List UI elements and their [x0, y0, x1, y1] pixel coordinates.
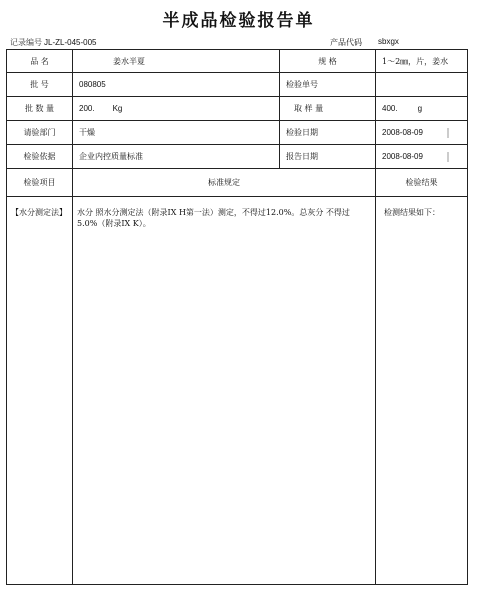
batch-no-label: 批 号 — [7, 73, 73, 96]
report-date-label: 报告日期 — [280, 145, 376, 168]
test-item: 【水分测定法】 — [7, 197, 73, 584]
report-table — [6, 49, 468, 585]
product-name-value: 姜水半夏 — [73, 50, 280, 72]
header-result: 检验结果 — [405, 178, 438, 187]
basis-label: 检验依据 — [7, 145, 73, 168]
quantity-cell — [73, 97, 280, 120]
row-batch-no — [7, 73, 467, 97]
date-picker-icon — [447, 152, 449, 161]
report-date-value: 2008-08-09 — [382, 152, 423, 161]
row-product-name — [7, 50, 467, 73]
sample-unit: g — [417, 104, 423, 113]
row-quantity — [7, 97, 467, 121]
header-item: 检验项目 — [7, 169, 73, 196]
row-basis — [7, 145, 467, 169]
spec-label: 规 格 — [280, 50, 376, 72]
date-picker-icon — [447, 128, 449, 137]
spec-value: 1～2㎜，片，姜水 — [382, 56, 449, 66]
test-standard-text: 水分 照水分测定法（附录IX H第一法）测定，不得过12.0%。总灰分 不得过5.0%（附录IX K）。 — [77, 208, 350, 228]
report-date-cell — [376, 145, 467, 168]
department-value: 干燥 — [73, 121, 280, 144]
inspect-no-label: 检验单号 — [280, 73, 376, 96]
product-code-label: 产品代码 — [330, 38, 362, 47]
row-table-header — [7, 169, 467, 197]
document-title: 半成品检验报告单 — [162, 11, 315, 31]
quantity-value: 200. — [79, 104, 95, 113]
inspect-no-value — [376, 73, 467, 96]
row-department — [7, 121, 467, 145]
product-code-value: sbxgx — [378, 37, 399, 46]
record-number — [10, 37, 96, 48]
sample-label: 取 样 量 — [280, 97, 376, 120]
inspection-date-label: 检验日期 — [280, 121, 376, 144]
test-standard-cell — [73, 197, 376, 584]
record-number-value: JL-ZL-045-005 — [44, 38, 97, 47]
batch-no-value: 080805 — [73, 73, 280, 96]
sample-cell — [376, 97, 467, 120]
inspection-date-cell — [376, 121, 467, 144]
product-name-label: 品 名 — [7, 50, 73, 72]
department-label: 请验部门 — [7, 121, 73, 144]
sample-value: 400. — [382, 104, 398, 113]
record-number-label: 记录编号 — [10, 38, 42, 47]
test-result: 检测结果如下： — [384, 208, 440, 217]
header-standard: 标准规定 — [73, 169, 376, 196]
quantity-label: 批 数 量 — [7, 97, 73, 120]
basis-value: 企业内控质量标准 — [73, 145, 280, 168]
quantity-unit: Kg — [112, 104, 123, 113]
inspection-date-value: 2008-08-09 — [382, 128, 423, 137]
